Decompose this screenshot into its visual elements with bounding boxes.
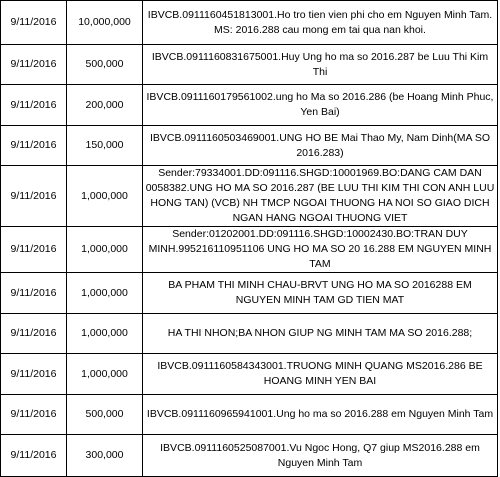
amount-cell: 1,000,000 — [67, 273, 143, 314]
table-row — [1, 45, 498, 85]
description-cell: IBVCB.0911160584343001.TRUONG MINH QUANG MS2016.286 BE HOANG MINH YEN BAI — [143, 354, 498, 395]
date-cell: 9/11/2016 — [1, 227, 67, 273]
table-row — [1, 273, 498, 314]
amount-cell: 1,000,000 — [67, 166, 143, 227]
description-cell: IBVCB.0911160503469001.UNG HO BE Mai Thao My, Nam Dinh(MA SO 2016.283) — [143, 126, 498, 166]
table-row — [1, 126, 498, 166]
amount-cell: 300,000 — [67, 435, 143, 477]
amount-cell: 1,000,000 — [67, 314, 143, 354]
table-row — [1, 395, 498, 435]
table-row — [1, 227, 498, 273]
date-cell: 9/11/2016 — [1, 273, 67, 314]
date-cell: 9/11/2016 — [1, 166, 67, 227]
date-cell: 9/11/2016 — [1, 126, 67, 166]
description-cell: Sender:01202001.DD:091116.SHGD:10002430.BO:TRAN DUY MINH.995216110951106 UNG HO MA SO 20 16.288 EM NGUYEN MINH TAM — [143, 227, 498, 273]
description-cell: HA THI NHON;BA NHON GIUP NG MINH TAM MA SO 2016.288; — [143, 314, 498, 354]
amount-cell: 500,000 — [67, 45, 143, 85]
date-cell: 9/11/2016 — [1, 395, 67, 435]
date-cell: 9/11/2016 — [1, 435, 67, 477]
table-row — [1, 354, 498, 395]
date-cell: 9/11/2016 — [1, 45, 67, 85]
amount-cell: 500,000 — [67, 395, 143, 435]
description-cell: IBVCB.0911160179561002.ung ho Ma so 2016.286 (be Hoang Minh Phuc, Yen Bai) — [143, 85, 498, 126]
amount-cell: 1,000,000 — [67, 227, 143, 273]
table-row — [1, 85, 498, 126]
date-cell: 9/11/2016 — [1, 354, 67, 395]
date-cell: 9/11/2016 — [1, 1, 67, 45]
description-cell: Sender:79334001.DD:091116.SHGD:10001969.BO:DANG CAM DAN 0058382.UNG HO MA SO 2016.287 (BE LUU THI KIM THI CON ANH LUU HONG TAN) (VCB) NH TMCP NGOAI THUONG HA NOI SO GIAO DICH NGAN HANG NGOAI THUONG VIET — [143, 166, 498, 227]
date-cell: 9/11/2016 — [1, 85, 67, 126]
table-row — [1, 314, 498, 354]
amount-cell: 1,000,000 — [67, 354, 143, 395]
table-row — [1, 1, 498, 45]
description-cell: IBVCB.0911160831675001.Huy Ung ho ma so 2016.287 be Luu Thi Kim Thi — [143, 45, 498, 85]
amount-cell: 200,000 — [67, 85, 143, 126]
table-row — [1, 435, 498, 477]
description-cell: IBVCB.0911160451813001.Ho tro tien vien phi cho em Nguyen Minh Tam. MS: 2016.288 cau mong em tai qua nan khoi. — [143, 1, 498, 45]
description-cell: IBVCB.0911160525087001.Vu Ngoc Hong, Q7 giup MS2016.288 em Nguyen Minh Tam — [143, 435, 498, 477]
table-row — [1, 166, 498, 227]
amount-cell: 10,000,000 — [67, 1, 143, 45]
amount-cell: 150,000 — [67, 126, 143, 166]
description-cell: BA PHAM THI MINH CHAU-BRVT UNG HO MA SO 2016288 EM NGUYEN MINH TAM GD TIEN MAT — [143, 273, 498, 314]
date-cell: 9/11/2016 — [1, 314, 67, 354]
description-cell: IBVCB.0911160965941001.Ung ho ma so 2016.288 em Nguyen Minh Tam — [143, 395, 498, 435]
